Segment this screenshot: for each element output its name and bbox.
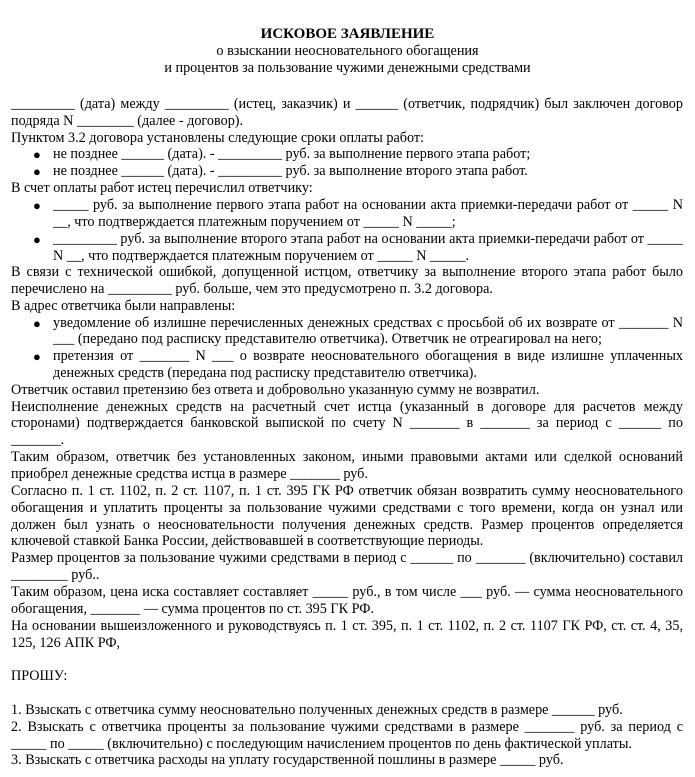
paragraph-law-line-4: ключевой ставкой Банка России, действовавшей в соответствующие периоды. <box>11 533 484 549</box>
paragraph-interest-line-1: Размер процентов за пользование чужими средствами в период с ______ по _______ (включительно) составил <box>11 550 683 566</box>
paragraph-payment-terms: Пунктом 3.2 договора установлены следующие сроки оплаты работ: <box>11 130 425 146</box>
paragraph-acquired-line-2: приобрел денежные средства истца в размере _______ руб. <box>11 466 368 482</box>
paragraph-no-response: Ответчик оставил претензию без ответа и добровольно указанную сумму не возвратил. <box>11 382 540 398</box>
paragraph-law-line-3: должен был узнать о неосновательности получения денежных средств. Размер процентов определяется <box>11 517 683 533</box>
list-item-payment-2-line-2: N __, что подтверждается платежным поручением от _____ N _____. <box>53 248 470 264</box>
list-item-notice-line-1: уведомление об излишне перечисленных денежных средствах с просьбой об их возврате от _______ N <box>53 315 683 331</box>
request-item-2-line-2: _____ по _____ (включительно) с последующим начислением процентов по день фактической уплаты. <box>11 736 632 752</box>
bullet-icon: ● <box>33 316 41 331</box>
section-heading-prosu: ПРОШУ: <box>11 668 68 684</box>
paragraph-contract-line-1: _________ (дата) между _________ (истец, заказчик) и ______ (ответчик, подрядчик) был заключен договор <box>11 96 683 112</box>
paragraph-bank-line-1: Неисполнение денежных средств на расчетный счет истца (указанный в договоре для расчетов между <box>11 399 683 415</box>
paragraph-error-line-1: В связи с технической ошибкой, допущенной истцом, ответчику за выполнение второго этапа работ было <box>11 264 683 280</box>
request-item-3: 3. Взыскать с ответчика расходы на уплату государственной пошлины в размере _____ руб. <box>11 752 564 768</box>
list-item-claim-line-1: претензия от _______ N ___ о возврате неосновательного обогащения в виде излишне уплаченных <box>53 348 683 364</box>
paragraph-interest-line-2: ________ руб.. <box>11 567 100 583</box>
bullet-icon: ● <box>33 349 41 364</box>
subtitle-line-1: о взыскании неосновательного обогащения <box>216 43 479 59</box>
list-item-first-stage: не позднее ______ (дата). - _________ руб. за выполнение первого этапа работ; <box>53 146 531 162</box>
paragraph-grounds-line-2: 125, 126 АПК РФ, <box>11 635 121 651</box>
request-item-2-line-1: 2. Взыскать с ответчика проценты за пользование чужими средствами в размере _______ руб. за период с <box>11 719 683 735</box>
list-item-payment-2-line-1: _________ руб. за выполнение второго этапа работ на основании акта приемки-передачи работ от _____ <box>53 231 683 247</box>
bullet-icon: ● <box>33 232 41 247</box>
paragraph-grounds-line-1: На основании вышеизложенного и руководствуясь п. 1 ст. 395, п. 1 ст. 1102, п. 2 ст. 1107 ГК РФ, ст. ст. 4, 35, <box>11 618 683 634</box>
paragraph-paid: В счет оплаты работ истец перечислил ответчику: <box>11 180 313 196</box>
paragraph-contract-line-2: подряда N ________ (далее - договор). <box>11 113 244 129</box>
list-item-second-stage: не позднее ______ (дата). - _________ руб. за выполнение второго этапа работ. <box>53 163 528 179</box>
paragraph-claim-price-line-1: Таким образом, цена иска составляет составляет _____ руб., в том числе ___ руб. — сумма неосновательного <box>11 584 683 600</box>
list-item-claim-line-2: денежных средств (передана под расписку представителю ответчика). <box>53 365 477 381</box>
paragraph-bank-line-3: _______. <box>11 432 65 448</box>
list-item-payment-1-line-2: __, что подтверждается платежным поручением от _____ N _____; <box>53 214 456 230</box>
paragraph-acquired-line-1: Таким образом, ответчик без установленных законом, иными правовыми актами или сделкой оснований <box>11 449 683 465</box>
paragraph-law-line-2: обогащения и уплатить проценты за пользование чужими средствами с того времени, когда он узнал или <box>11 500 683 516</box>
paragraph-error-line-2: перечислено на _________ руб. больше, чем это предусмотрено п. 3.2 договора. <box>11 281 493 297</box>
list-item-notice-line-2: ___ (передано под расписку представителю ответчика). Ответчик не отреагировал на него; <box>53 331 602 347</box>
bullet-icon: ● <box>33 198 41 213</box>
document-title: ИСКОВОЕ ЗАЯВЛЕНИЕ <box>260 26 435 42</box>
request-item-1: 1. Взыскать с ответчика сумму неосновательно полученных денежных средств в размере ______ руб. <box>11 702 623 718</box>
bullet-icon: ● <box>33 147 41 162</box>
paragraph-sent: В адрес ответчика были направлены: <box>11 298 236 314</box>
paragraph-law-line-1: Согласно п. 1 ст. 1102, п. 2 ст. 1107, п. 1 ст. 395 ГК РФ ответчик обязан возвратить сумму неосновательного <box>11 483 683 499</box>
bullet-icon: ● <box>33 164 41 179</box>
list-item-payment-1-line-1: _____ руб. за выполнение первого этапа работ на основании акта приемки-передачи работ от _____ N <box>53 197 683 213</box>
paragraph-claim-price-line-2: обогащения, _______ — сумма процентов по ст. 395 ГК РФ. <box>11 601 375 617</box>
subtitle-line-2: и процентов за пользование чужими денежными средствами <box>164 60 531 76</box>
paragraph-bank-line-2: сторонами) подтверждается банковской выпиской по счету N _______ в _______ за период с ______ по <box>11 415 683 431</box>
